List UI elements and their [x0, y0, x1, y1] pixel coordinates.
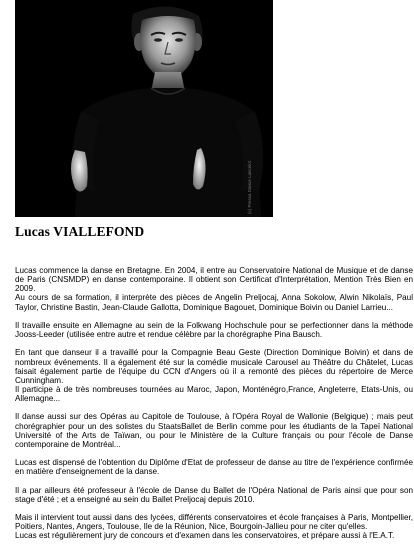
bio-paragraph: Il a par ailleurs été professeur à l'école de Danse du Ballet de l'Opéra National de Paris ainsi que pour son stage d'été ; et a enseigné au sein du Ballet Preljocaj depuis 2010.	[15, 485, 413, 504]
portrait-photo	[15, 0, 273, 217]
portrait-illustration	[15, 0, 273, 217]
bio-paragraph: Il travaille ensuite en Allemagne au sein de la Folkwang Hochschule pour se perfectionner dans la méthode Jooss-Leeder (utilisée entre autre et rendue célèbre par la chorégraphe Pina Bausch.	[15, 320, 413, 340]
bio-paragraph: Il danse aussi sur des Opéras au Capitole de Toulouse, à l'Opéra Royal de Wallonie (Belgique) ; mais peut chorégraphier pour un des solistes du StaatsBallet de Berlin comme pour les étudiants de la Tapeï National Université of the Arts de Taïwan, ou pour le Ministère de la Culture français ou pour l'école de Danse contemporaine de Montréal...	[15, 412, 413, 449]
dancer-name	[15, 224, 144, 240]
bio-paragraph: Mais il intervient tout aussi dans des lycées, différents conservatoires et école françaises à Paris, Montpellier, Poitiers, Nantes, Angers, Toulouse, Ile de la Réunion, Nice, Bourgoin-Jallieu pour ne citer qu'elles. Lucas est régulièrement jury de concours et d'examen dans les conservatoires, et prépare aussi à l'E.A.T.	[15, 513, 413, 541]
bio-paragraph: En tant que danseur il a travaillé pour la Compagnie Beau Geste (Direction Dominique Boivin) et dans de nombreux événements. Il a également été sur la comédie musicale Carousel au Théâtre du Châtelet, Lucas faisait également partie de l'équipe du CCN d'Angers où il a remonté des pièces du répertoire de Merce Cunningham. Il participe à de très nombreuses tournées au Maroc, Japon, Monténégro,France, Angleterre, Etats-Unis, ou Allemagne...	[15, 348, 413, 404]
bio-paragraph: Lucas est dispensé de l'obtention du Diplôme d'Etat de professeur de danse au titre de l'expérience confirmée en matière d'enseignement de la danse.	[15, 458, 413, 477]
bio-paragraph: Lucas commence la danse en Bretagne. En 2004, il entre au Conservatoire National de Musique et de danse de Paris (CNSMDP) en danse contemporaine. Il obtient son Certificat d'Interprétation, Mention Très Bien en 2009. Au cours de sa formation, il interprète des pièces de Angelin Preljocaj, Anna Sokolow, Alwin Nikolaïs, Paul Taylor, Christine Bastin, Jean-Claude Gallotta, Dominique Bagouet, Dominique Boivin ou Daniel Larrieu...	[15, 266, 413, 312]
photo-credit: (c) Pressa Dance Lancelot	[247, 160, 252, 214]
biography	[15, 266, 413, 541]
last-name: VIALLEFOND	[53, 224, 145, 239]
first-name: Lucas	[15, 224, 51, 239]
